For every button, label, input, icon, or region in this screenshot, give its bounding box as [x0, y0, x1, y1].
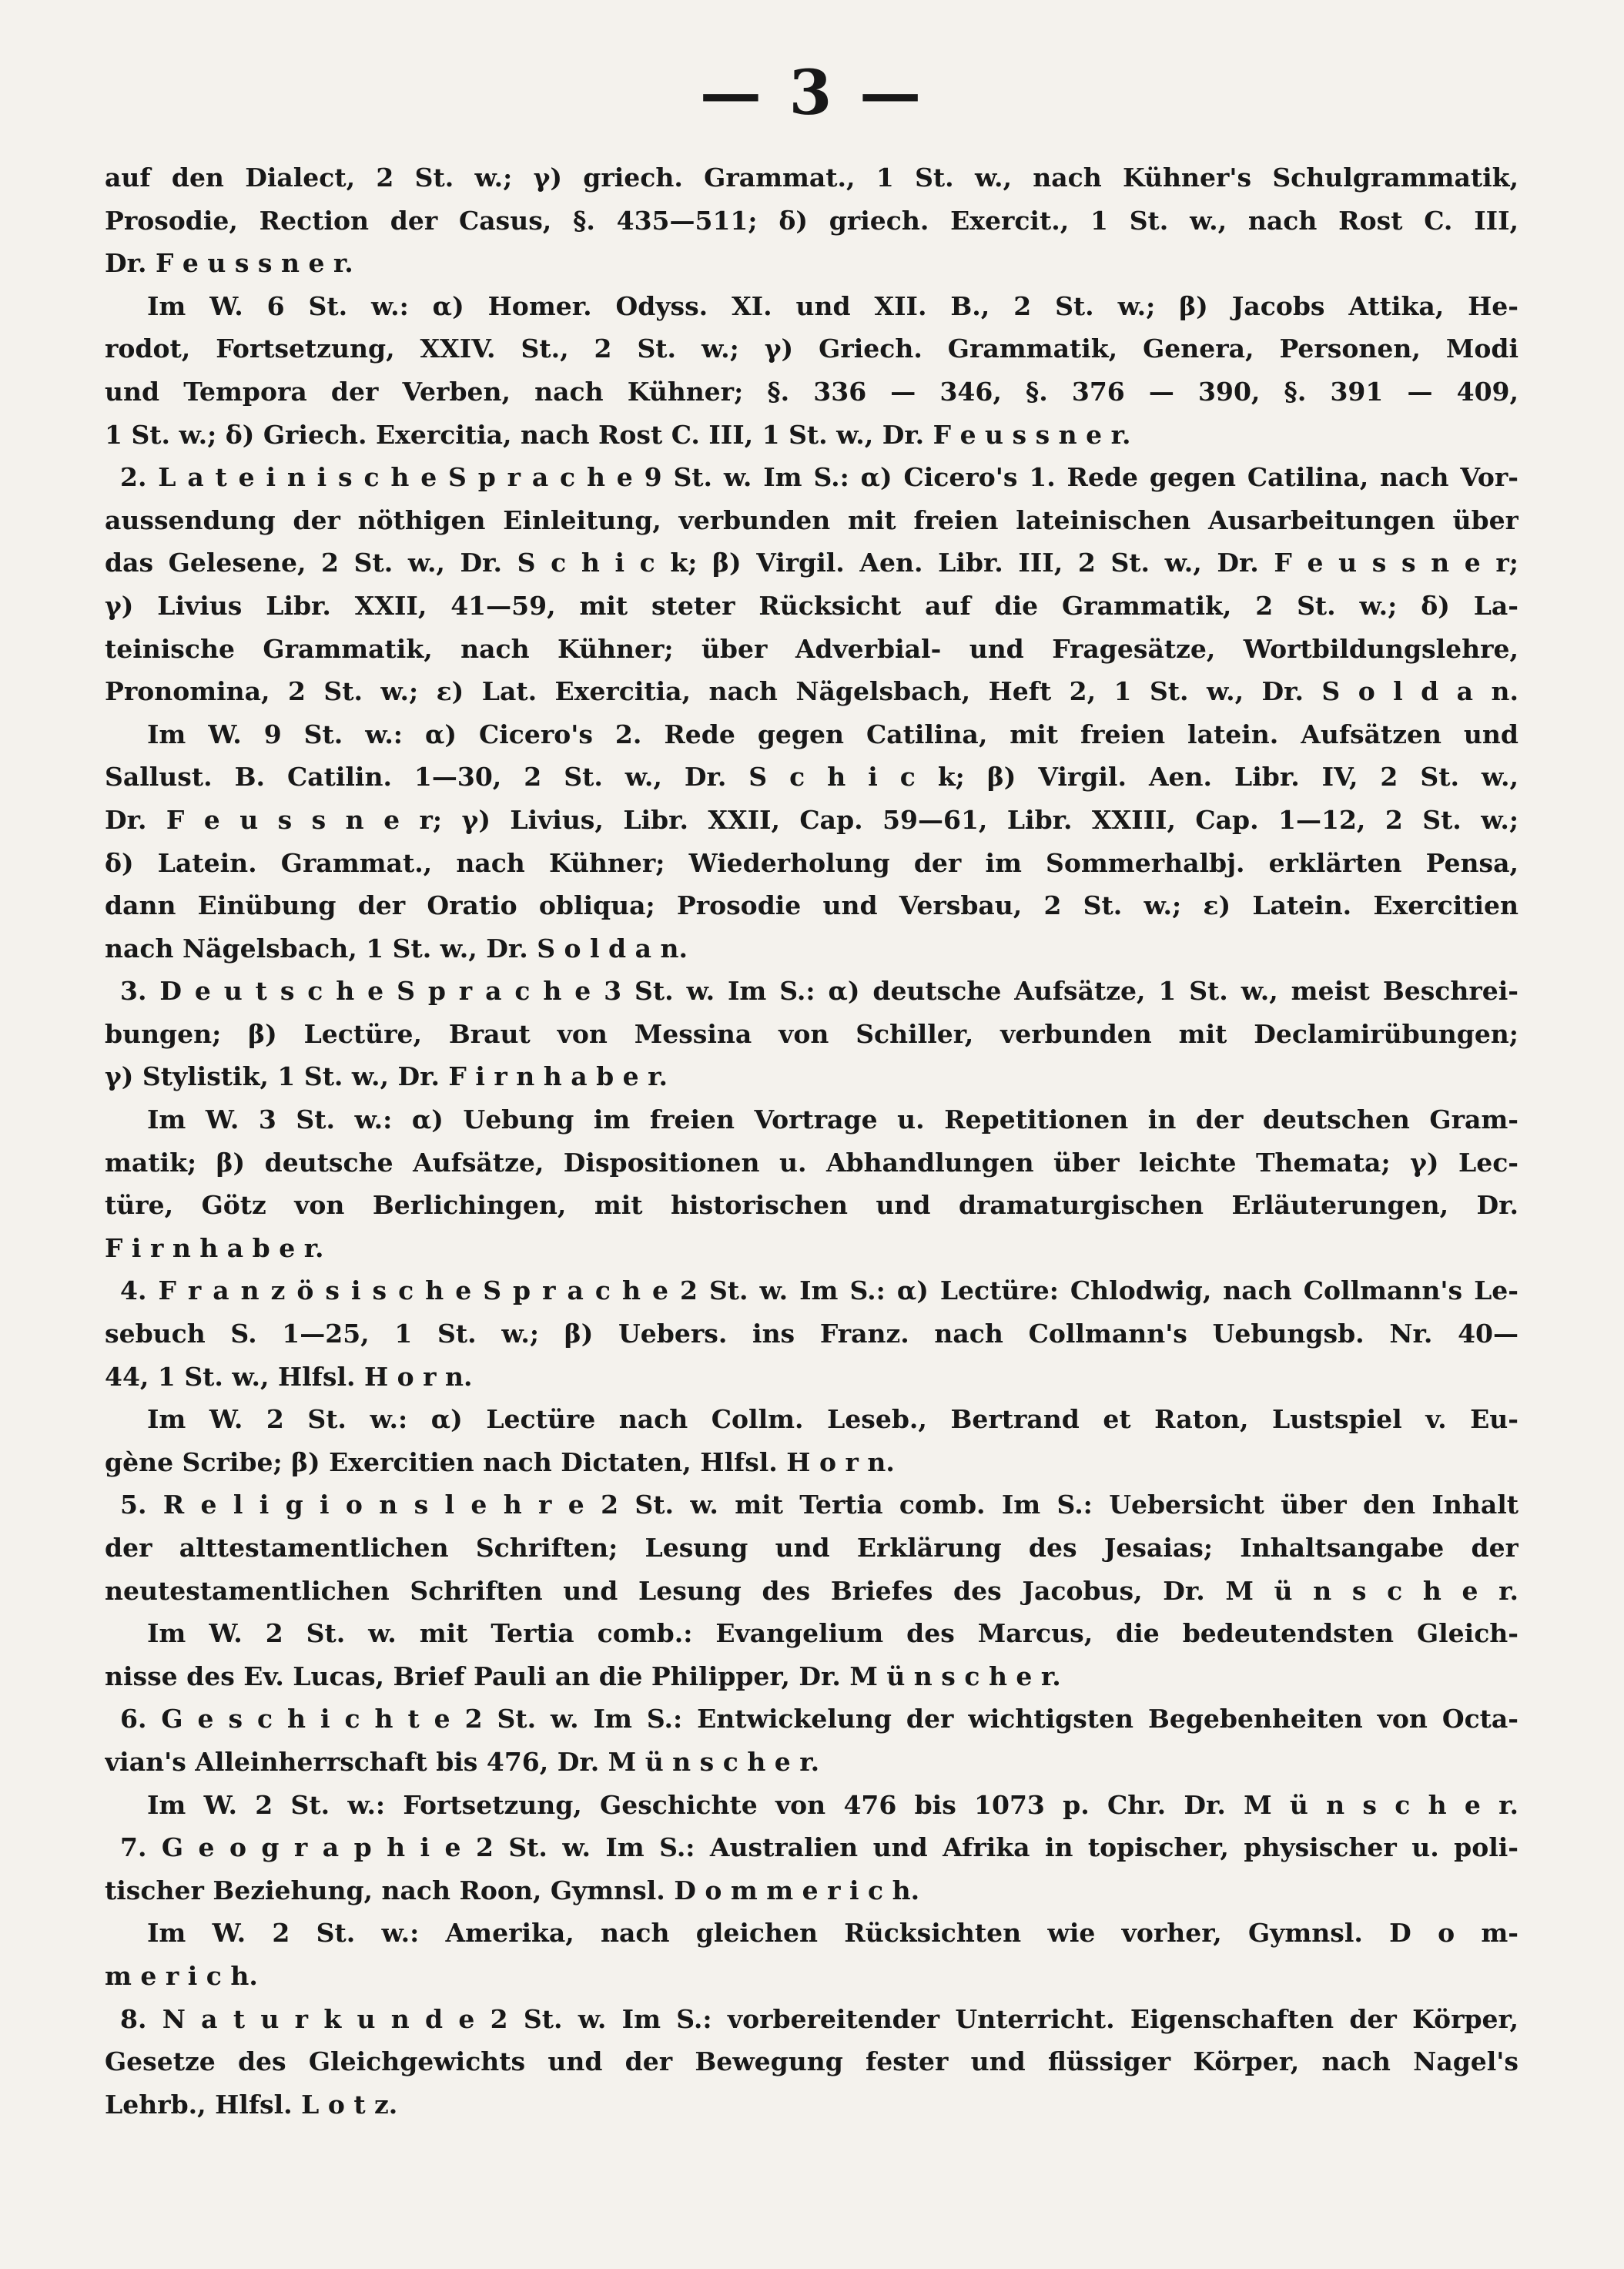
text-line: 6. G e s c h i c h t e 2 St. w. Im S.: Entwickelung der wichtigsten Begebenheiten von Octa- — [120, 1704, 1519, 1734]
text-line: 8. N a t u r k u n d e 2 St. w. Im S.: vorbereitender Unterricht. Eigenschaften der Körper, — [120, 2003, 1519, 2034]
text-line: das Gelesene, 2 St. w., Dr. S c h i c k; β) Virgil. Aen. Libr. III, 2 St. w., Dr. F e u s s n e r; — [105, 548, 1519, 578]
text-line: 2. L a t e i n i s c h e S p r a c h e 9 St. w. Im S.: α) Cicero's 1. Rede gegen Catilina, nach Vor- — [120, 462, 1519, 493]
text-line: Im W. 3 St. w.: α) Uebung im freien Vortrage u. Repetitionen in der deutschen Gram- — [147, 1104, 1519, 1135]
text-line: γ) Livius Libr. XXII, 41—59, mit steter Rücksicht auf die Grammatik, 2 St. w.; δ) La- — [105, 590, 1519, 621]
text-line: neutestamentlichen Schriften und Lesung des Briefes des Jacobus, Dr. M ü n s c h e r. — [105, 1575, 1519, 1606]
text-line: γ) Stylistik, 1 St. w., Dr. F i r n h a b e r. — [105, 1061, 668, 1092]
text-line: Im W. 2 St. w.: Amerika, nach gleichen Rücksichten wie vorher, Gymnsl. D o m- — [147, 1918, 1519, 1949]
text-line: δ) Latein. Grammat., nach Kühner; Wiederholung der im Sommerhalbj. erklärten Pensa, — [105, 847, 1519, 878]
text-line: rodot, Fortsetzung, XXIV. St., 2 St. w.; γ) Griech. Grammatik, Genera, Personen, Modi — [105, 333, 1519, 364]
text-line: nisse des Ev. Lucas, Brief Pauli an die Philipper, Dr. M ü n s c h e r. — [105, 1661, 1061, 1691]
text-line: auf den Dialect, 2 St. w.; γ) griech. Grammat., 1 St. w., nach Kühner's Schulgrammatik, — [105, 163, 1519, 193]
text-line: teinische Grammatik, nach Kühner; über Adverbial- und Fragesätze, Wortbildungslehre, — [105, 633, 1519, 664]
text-line: 44, 1 St. w., Hlfsl. H o r n. — [105, 1361, 473, 1392]
text-line: bungen; β) Lectüre, Braut von Messina von Schiller, verbunden mit Declamirübungen; — [105, 1018, 1519, 1049]
text-line: aussendung der nöthigen Einleitung, verbunden mit freien lateinischen Ausarbeitungen über — [105, 504, 1519, 535]
text-line: F i r n h a b e r. — [105, 1232, 324, 1263]
text-line: gène Scribe; β) Exercitien nach Dictaten, Hlfsl. H o r n. — [105, 1446, 895, 1477]
text-line: Im W. 6 St. w.: α) Homer. Odyss. XI. und XII. B., 2 St. w.; β) Jacobs Attika, He- — [147, 290, 1519, 321]
text-line: Prosodie, Rection der Casus, §. 435—511; δ) griech. Exercit., 1 St. w., nach Rost C. III, — [105, 205, 1519, 236]
text-line: Dr. F e u s s n e r. — [105, 248, 353, 279]
text-line: vian's Alleinherrschaft bis 476, Dr. M ü n s c h e r. — [105, 1746, 820, 1777]
text-line: Gesetze des Gleichgewichts und der Bewegung fester und flüssiger Körper, nach Nagel's — [105, 2046, 1519, 2077]
text-line: Im W. 2 St. w. mit Tertia comb.: Evangelium des Marcus, die bedeutendsten Gleich- — [147, 1618, 1519, 1649]
text-line: Lehrb., Hlfsl. L o t z. — [105, 2089, 398, 2120]
body-text — [105, 156, 1519, 2126]
text-line: Im W. 2 St. w.: α) Lectüre nach Collm. Leseb., Bertrand et Raton, Lustspiel v. Eu- — [147, 1404, 1519, 1435]
text-line: Pronomina, 2 St. w.; ε) Lat. Exercitia, nach Nägelsbach, Heft 2, 1 St. w., Dr. S o l d a n. — [105, 676, 1519, 707]
text-line: matik; β) deutsche Aufsätze, Dispositionen u. Abhandlungen über leichte Themata; γ) Lec- — [105, 1147, 1519, 1178]
text-line: sebuch S. 1—25, 1 St. w.; β) Uebers. ins Franz. nach Collmann's Uebungsb. Nr. 40— — [105, 1319, 1519, 1349]
text-line: 4. F r a n z ö s i s c h e S p r a c h e 2 St. w. Im S.: α) Lectüre: Chlodwig, nach Collmann's Le- — [120, 1275, 1519, 1306]
text-line: Sallust. B. Catilin. 1—30, 2 St. w., Dr. S c h i c k; β) Virgil. Aen. Libr. IV, 2 St. w., — [105, 762, 1519, 793]
text-line: tischer Beziehung, nach Roon, Gymnsl. D o m m e r i c h. — [105, 1875, 920, 1905]
text-line: 7. G e o g r a p h i e 2 St. w. Im S.: Australien und Afrika in topischer, physischer u. poli- — [120, 1832, 1519, 1863]
text-line: und Tempora der Verben, nach Kühner; §. 336 — 346, §. 376 — 390, §. 391 — 409, — [105, 376, 1519, 407]
text-line: türe, Götz von Berlichingen, mit historischen und dramaturgischen Erläuterungen, Dr. — [105, 1190, 1519, 1221]
text-line: Im W. 9 St. w.: α) Cicero's 2. Rede gegen Catilina, mit freien latein. Aufsätzen und — [147, 719, 1519, 749]
text-line: der alttestamentlichen Schriften; Lesung und Erklärung des Jesaias; Inhaltsangabe der — [105, 1533, 1519, 1563]
text-line: nach Nägelsbach, 1 St. w., Dr. S o l d a n. — [105, 933, 688, 964]
text-line: dann Einübung der Oratio obliqua; Prosodie und Versbau, 2 St. w.; ε) Latein. Exercitien — [105, 890, 1519, 921]
text-line: Dr. F e u s s n e r; γ) Livius, Libr. XXII, Cap. 59—61, Libr. XXIII, Cap. 1—12, 2 St. w.; — [105, 804, 1519, 835]
text-line: 3. D e u t s c h e S p r a c h e 3 St. w. Im S.: α) deutsche Aufsätze, 1 St. w., meist Beschrei- — [120, 976, 1519, 1007]
text-line: Im W. 2 St. w.: Fortsetzung, Geschichte von 476 bis 1073 p. Chr. Dr. M ü n s c h e r. — [147, 1789, 1519, 1820]
text-line: 5. R e l i g i o n s l e h r e 2 St. w. mit Tertia comb. Im S.: Uebersicht über den Inhalt — [120, 1490, 1519, 1520]
text-line: m e r i c h. — [105, 1960, 258, 1991]
page-number: — 3 — — [699, 56, 925, 129]
text-line: 1 St. w.; δ) Griech. Exercitia, nach Rost C. III, 1 St. w., Dr. F e u s s n e r. — [105, 419, 1131, 450]
